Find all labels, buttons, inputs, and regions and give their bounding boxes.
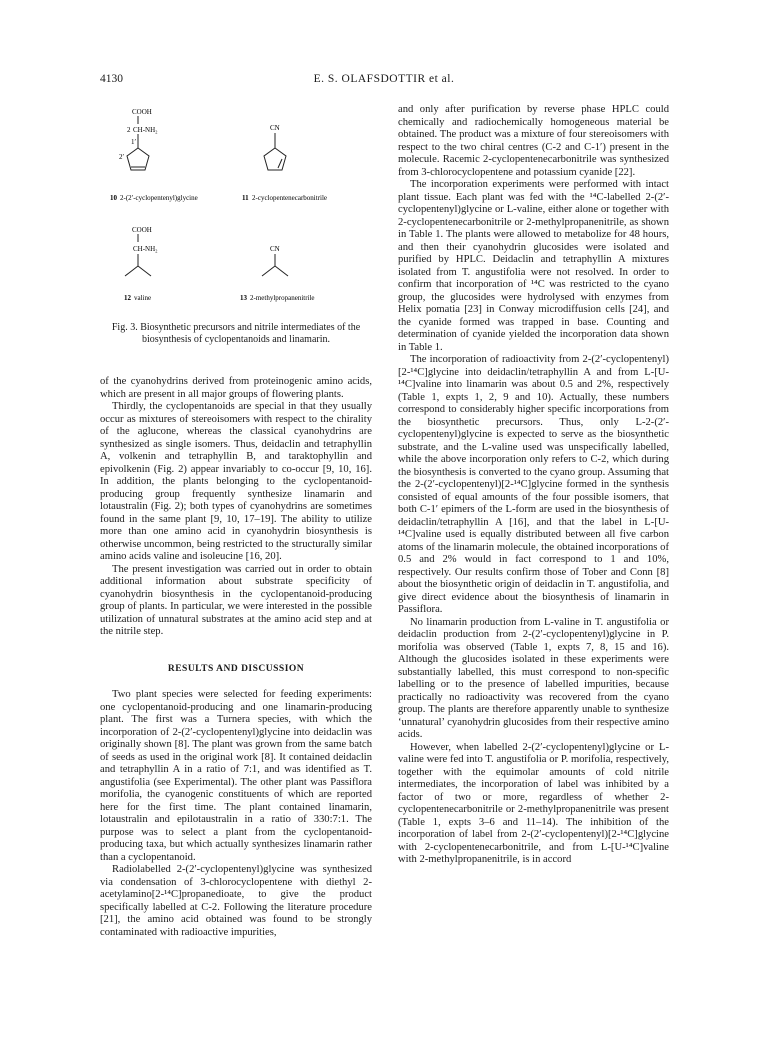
left-column [100,104,372,939]
compound-number-12: 12 [124,294,131,302]
atom-label-cn-13: CN [270,245,280,253]
figure-3 [100,104,372,314]
paragraph: However, when labelled 2-(2′-cyclopentenyl)glycine or L-valine were fed into T. angustifolia or P. morifolia, respectively, together with the equimolar amounts of cold nitrile intermediates, the incorporation of label was inhibited by a factor of two or more, regardless of whether 2-cyclopentenecarbonitrile or 2-methylpropanenitrile was present (Table 1, expts 3–6 and 11–14). The inhibition of the incorporation of label from 2-(2′-cyclopentenyl)[2-¹⁴C]glycine with 2-cyclopentenecarbonitrile, and from L-[U-¹⁴C]valine with 2-methylpropanenitrile, is in accord [398,741,669,865]
paragraph: The incorporation of radioactivity from 2-(2′-cyclopentenyl)[2-¹⁴C]glycine into deidaclin/tetraphyllin A and from L-[U-¹⁴C]valine into linamarin was about 0.5 and 2%, respectively (Table 1, expts 1, 2, 9 and 10). Actually, these numbers correspond to considerably higher specific incorporations from the biosynthetic precursors. Thus, only L-2-(2′-cyclopentenyl)glycine is expected to serve as the biosynthetic substrate, and the L-valine used was unspecifically labelled, while the above incorporation only refers to C-2, which during the biosynthesis is converted to the cyano group. Assuming that the 2-(2′-cyclopentenyl)[2-¹⁴C]glycine formed in the synthesis consisted of equal amounts of the four possible isomers, that both C-1′ epimers of the L-form are used in the biosynthesis of deidaclin/tetraphyllin A [16], and that the label in L-[U-¹⁴C]valine used is equally distributed between all five carbon atoms of the linamarin molecule, the obtained incorporations of 0.5 and 2% would in fact correspond to 1 and 10%, respectively. Our results confirm those of Tober and Conn [8] about the biosynthetic origin of deidaclin in T. angustifolia, and give direct evidence about the biosynthesis of linamarin in Passiflora. [398,354,669,615]
atom-label-pos2p: 2′ [119,153,125,161]
compound-number-11: 11 [242,194,249,202]
paragraph: Radiolabelled 2-(2′-cyclopentenyl)glycine was synthesized via condensation of 3-chlorocyclopentene with diethyl 2-acetylamino[2-¹⁴C]propanedioate, to give the product specifically labelled at C-2. Following the literature procedure [21], the amino acid obtained was found to be strongly contaminated with radioactive impurities, [100,864,372,938]
right-column [398,104,669,867]
atom-label-pos1p: 1′ [131,138,137,146]
paragraph: Two plant species were selected for feeding experiments: one cyclopentanoid-producing and one linamarin-producing plant. The first was a Turnera species, with which the incorporation of 2-(2′-cyclopentenyl)glycine into deidaclin was originally shown [8]. The plant was grown from the same batch of seeds as used in the original work [8]. It contained deidaclin and tetraphyllin A in a ratio of 7:1, and was identified as T. angustifolia (see Experimental). The other plant was Passiflora morifolia, the cyanogenic constituents of which are reported here for the first time. The plant contained linamarin, lotaustralin and epilotaustralin in a ratio of 330:7:1. The purpose was to select a plant from the cyclopentanoid-producing taxa, but which actually synthesizes linamarin rather than a cyclopentanoid. [100,689,372,863]
paragraph: and only after purification by reverse phase HPLC could chemically and radiochemically homogeneous material be obtained. The product was a mixture of four stereoisomers with respect to the two chiral centres (C-2 and C-1′) present in the molecule. Racemic 2-cyclopentenecarbonitrile was synthesized from 3-chlorocyclopentene and potassium cyanide [22]. [398,104,669,178]
paragraph: No linamarin production from L-valine in T. angustifolia or deidaclin production from 2-(2′-cyclopentenyl)glycine in P. morifolia was observed (Table 1, expts 7, 8, 15 and 16). Although the glucosides isolated in these experiments were substantially labelled, this must correspond to non-specific labelling or to the presence of labelled impurities, because practically no radioactivity was recovered from the cyano group. The plants are therefore apparently unable to synthesize ‘unnatural’ cyanohydrin glucosides from their respective amino acids. [398,616,669,740]
atom-label-cooh-12: COOH [132,226,152,234]
atom-label-chnh2-12: CH-NH₂ [133,245,158,253]
paragraph: The incorporation experiments were performed with intact plant tissue. Each plant was fed with the ¹⁴C-labelled 2-(2′-cyclopentenyl)glycine or L-valine, either alone or together with 2-cyclopentenecarbonitrile or 2-methylpropanenitrile, as shown in Table 1. The plants were allowed to metabolize for 48 hours, and then their cyanohydrin glucosides were isolated and purified by HPLC. Deidaclin and tetraphyllin A mixtures isolated from T. angustifolia were not resolved. In order to confirm that incorporation of ¹⁴C was restricted to the cyano group, the glucosides were hydrolysed with enzymes from Helix pomatia [23] in Conway microdiffusion cells [24], and the cyanide formed was trapped in base. Counting and determination of cyanide yielded the incorporation data shown in Table 1. [398,179,669,353]
figure-caption: Fig. 3. Biosynthetic precursors and nitrile intermediates of the biosynthesis of cyclopentanoids and linamarin. [111,322,361,345]
running-header [100,73,668,89]
running-title: E. S. OLAFSDOTTIR et al. [313,73,455,85]
atom-label-chnh2-10: CH-NH₂ [133,126,158,134]
paragraph: of the cyanohydrins derived from proteinogenic amino acids, which are present in all major groups of flowering plants. [100,376,372,400]
compound-number-10: 10 [110,194,117,202]
paragraph: Thirdly, the cyclopentanoids are special in that they usually occur as mixtures of stereoisomers with respect to the chirality of the aglucone, whereas the classical cyanohydrins are synthesized as single isomers. Thus, deidaclin and tetraphyllin A, volkenin and tetraphyllin B, and taraktophyllin and epivolkenin (Fig. 2) appear invariably to co-occur [9, 10, 16]. In addition, the plants belonging to the cyclopentanoid-producing group frequently synthesize linamarin and lotaustralin (Fig. 2); both types of cyanohydrins are sometimes found in the same plant [9, 10, 17–19]. The ability to utilize more than one amino acid in cyanohydrin biosynthesis is otherwise uncommon, being restricted to the structurally similar amino acids valine and isoleucine [16, 20]. [100,401,372,562]
atom-label-pos2: 2 [127,126,131,134]
compound-name-10: 2-(2′-cyclopentenyl)glycine [120,194,198,202]
structures-diagram [100,104,372,309]
compound-number-13: 13 [240,294,247,302]
paragraph: The present investigation was carried out in order to obtain additional information about substrate specificity of cyanohydrin biosynthesis in the cyclopentanoid-producing group of plants. In particular, we were interested in the possible utilization of unnatural substrates at the amino acid step and at the nitrile step. [100,563,372,637]
atom-label-cn-11: CN [270,124,280,132]
page-number: 4130 [100,73,123,85]
compound-name-12: valine [134,294,152,302]
compound-name-13: 2-methylpropanenitrile [250,294,315,302]
atom-label-cooh-10: COOH [132,108,152,116]
compound-name-11: 2-cyclopentenecarbonitrile [252,194,328,202]
section-heading: RESULTS AND DISCUSSION [167,663,305,674]
